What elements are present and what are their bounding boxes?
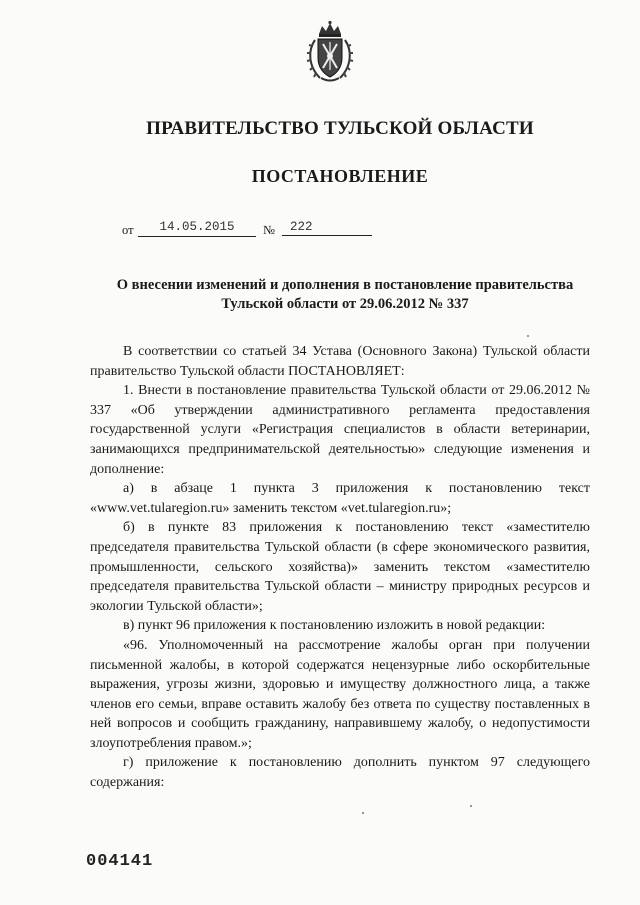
- scan-speck: [470, 805, 472, 807]
- date-field: 14.05.2015: [138, 220, 256, 237]
- document-type: ПОСТАНОВЛЕНИЕ: [251, 166, 429, 186]
- paragraph-item-b: б) в пункте 83 приложения к постановлению текст «заместителю председателя правительства Тульской области (в сфере экономического развития, промышленности, сельского хозяйства)» заменить текстом «заместителю председателя правительства Тульской области – министру природных ресурсов и экологии Тульской области»;: [90, 520, 590, 614]
- number-label: №: [263, 223, 275, 237]
- paragraph-item-g: г) приложение к постановлению дополнить пунктом 97 следующего содержания:: [90, 755, 590, 791]
- serial-number: 004141: [86, 852, 154, 871]
- subject-line-2: Тульской области от 29.06.2012 № 337: [221, 296, 469, 312]
- date-label: от: [122, 223, 134, 237]
- document-body: [90, 342, 590, 793]
- government-title: ПРАВИТЕЛЬСТВО ТУЛЬСКОЙ ОБЛАСТИ: [146, 118, 534, 139]
- paragraph-item-v: в) пункт 96 приложения к постановлению изложить в новой редакции:: [123, 618, 546, 634]
- paragraph-preamble: В соответствии со статьей 34 Устава (Основного Закона) Тульской области правительство Тульской области ПОСТАНОВЛЯЕТ:: [90, 344, 590, 379]
- paragraph-item-96: «96. Уполномоченный на рассмотрение жалобы орган при получении письменной жалобы, в которой содержатся нецензурные либо оскорбительные выражения, угрозы жизни, здоровью и имуществу должностного лица, а также членов его семьи, вправе оставить жалобу без ответа по существу поставленных в ней вопросов и сообщить гражданину, направившему жалобу, о недопустимости злоупотребления правом.»;: [90, 637, 590, 751]
- date-number-line: [122, 220, 382, 238]
- scan-speck: [362, 812, 364, 814]
- number-field: 222: [282, 220, 372, 236]
- subject-line-1: О внесении изменений и дополнения в постановление правительства: [116, 277, 574, 293]
- document-subject: [95, 276, 595, 314]
- scan-speck: [527, 335, 529, 337]
- paragraph-item-1: 1. Внести в постановление правительства Тульской области от 29.06.2012 № 337 «Об утверждении административного регламента предоставления государственной услуги «Регистрация специалистов в области ветеринарии, занимающихся предпринимательской деятельностью» следующие изменения и дополнение:: [90, 383, 590, 477]
- paragraph-item-a: а) в абзаце 1 пункта 3 приложения к постановлению текст «www.vet.tularegion.ru» заменить текстом «vet.tularegion.ru»;: [90, 481, 590, 516]
- tula-coat-of-arms-icon: [303, 20, 357, 84]
